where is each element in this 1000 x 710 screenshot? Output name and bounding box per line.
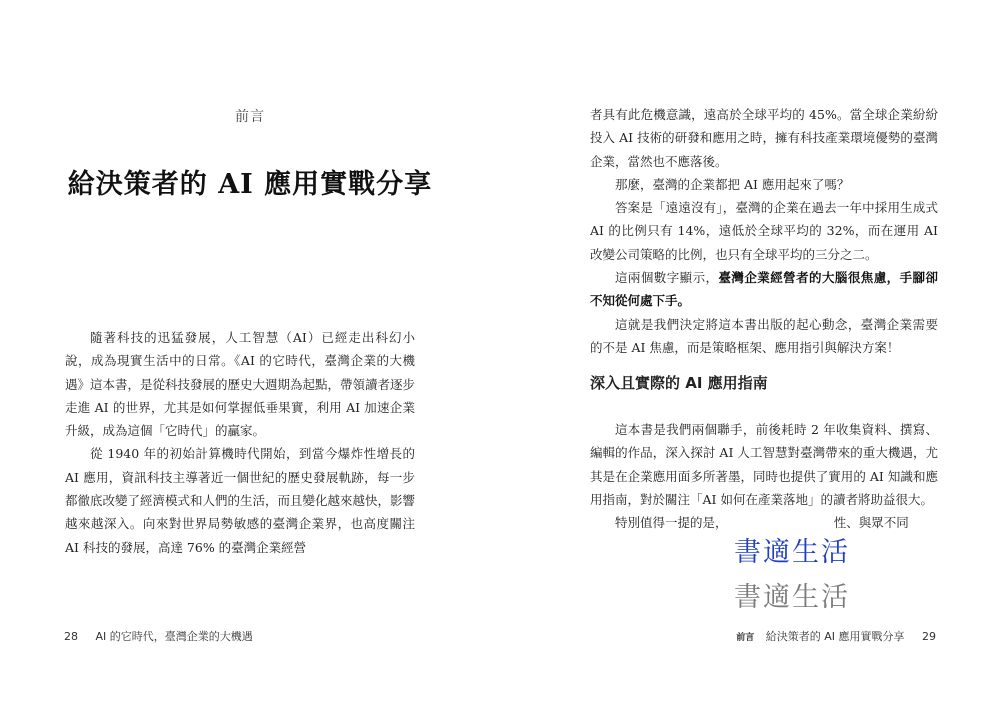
footer-section-tag: 前言: [736, 633, 755, 643]
left-body-text: [65, 326, 415, 559]
page-number: 28: [64, 630, 78, 643]
section-label: 前言: [235, 109, 265, 125]
right-body-text-bottom: [590, 418, 938, 534]
book-title: AI 的它時代，臺灣企業的大機遇: [95, 630, 253, 643]
page-number: 29: [922, 630, 936, 643]
paragraph: 那麼，臺灣的企業都把 AI 應用起來了嗎？: [615, 176, 850, 192]
chapter-title: 給決策者的 AI 應用實戰分享: [67, 169, 433, 200]
paragraph: 隨著科技的迅猛發展，人工智慧（AI）已經走出科幻小說，成為現實生活中的日常。《AI 的它時代，臺灣企業的大機遇》這本書，是從科技發展的歷史大週期為起點，帶領讀者逐步走進 AI 的世界，尤其是如何掌握低垂果實，利用 AI 加速企業升級，成為這個「它時代」的贏家。: [65, 330, 416, 439]
right-body-text-top: [590, 103, 938, 359]
paragraph: 這就是我們決定將這本書出版的起心動念，臺灣企業需要的不是 AI 焦慮，而是策略框架、應用指引與解決方案！: [590, 316, 938, 355]
paragraph: 這本書是我們兩個聯手，前後耗時 2 年收集資料、撰寫、編輯的作品，深入探討 AI 人工智慧對臺灣帶來的重大機遇，尤其是在企業應用面多所著墨，同時也提供了實用的 AI 知識和應用指南，對於關注「AI 如何在產業落地」的讀者將助益很大。: [590, 422, 938, 507]
bold-paragraph-lead: 這兩個數字顯示，: [615, 270, 719, 286]
section-heading: 深入且實際的 AI 應用指南: [590, 374, 768, 392]
right-page: [500, 0, 1000, 710]
paragraph: 特別值得一提的是， 性、與眾不同: [615, 515, 909, 531]
watermark-primary: 書適生活: [734, 537, 850, 568]
bold-paragraph: [590, 266, 938, 313]
left-footer: [64, 628, 253, 644]
bold-paragraph-emphasis: 臺灣企業經營者的大腦很焦慮，手腳卻不知從何處下手。: [590, 270, 938, 309]
footer-chapter-title: 給決策者的 AI 應用實戰分享: [765, 630, 905, 643]
watermark-secondary: 書適生活: [734, 582, 850, 613]
paragraph: 從 1940 年的初始計算機時代開始，到當今爆炸性增長的 AI 應用，資訊科技主導著近一個世紀的歷史發展軌跡，每一步都徹底改變了經濟模式和人們的生活，而且變化越來越快，影響越來越深入。向來對世界局勢敏感的臺灣企業界，也高度關注 AI 科技的發展，高達 76% 的臺灣企業經營: [65, 446, 416, 555]
paragraph: 者具有此危機意識，遠高於全球平均的 45%。當全球企業紛紛投入 AI 技術的研發和應用之時，擁有科技產業環境優勢的臺灣企業，當然也不應落後。: [590, 107, 938, 169]
paragraph: 答案是「遠遠沒有」，臺灣的企業在過去一年中採用生成式 AI 的比例只有 14%，遠低於全球平均的 32%，而在運用 AI 改變公司策略的比例，也只有全球平均的三分之二。: [590, 200, 938, 262]
right-footer: [736, 628, 936, 644]
